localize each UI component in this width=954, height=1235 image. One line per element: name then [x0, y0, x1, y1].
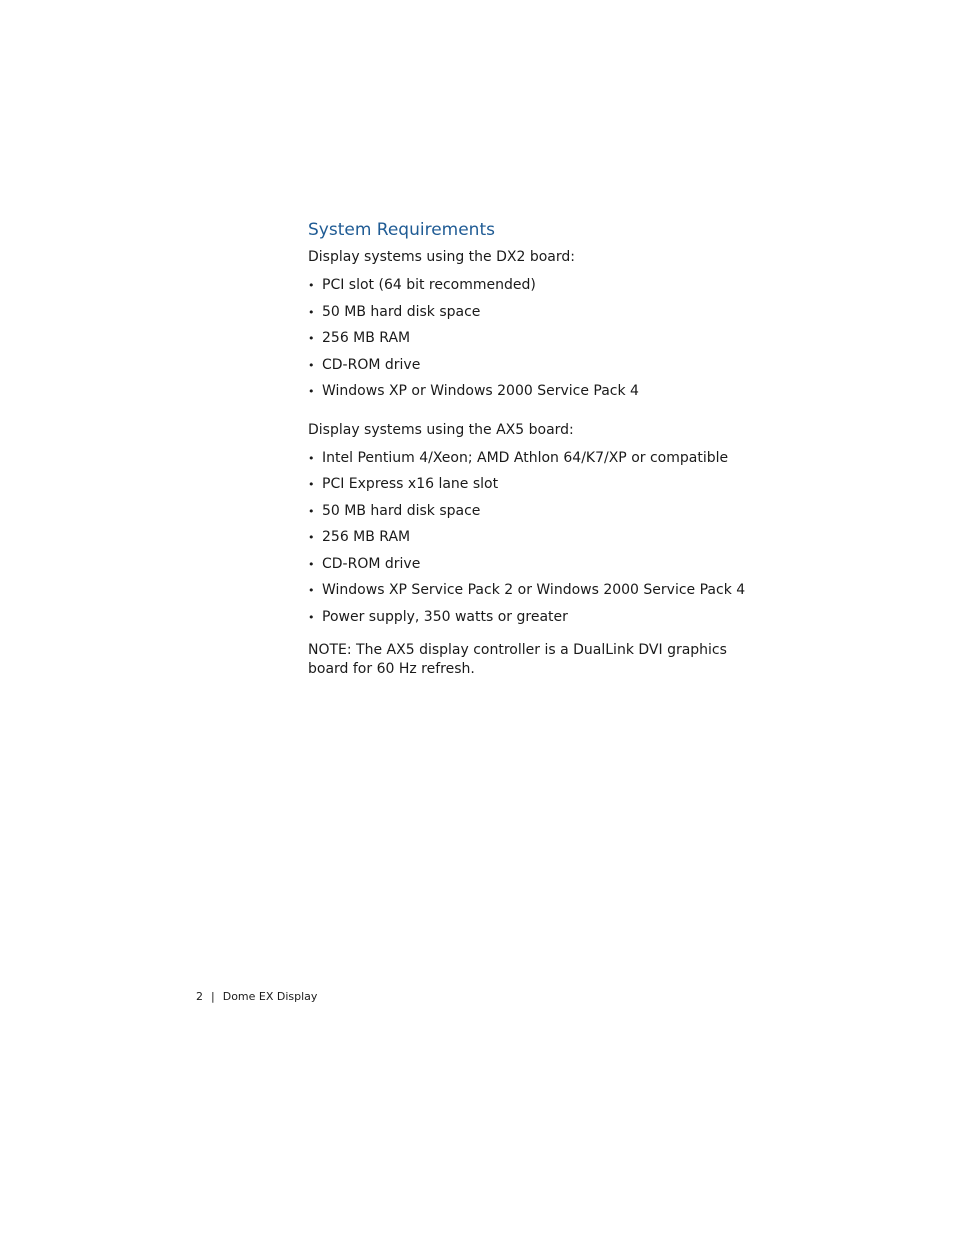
dx2-requirements-list — [308, 276, 768, 401]
list-item — [308, 608, 768, 627]
note-paragraph: NOTE: The AX5 display controller is a DualLink DVI graphics board for 60 Hz refresh. — [308, 641, 727, 677]
bullet-icon: • — [308, 451, 315, 465]
list-item — [308, 382, 768, 401]
page-number: 2 — [196, 990, 203, 1003]
list-item-text: Intel Pentium 4/Xeon; AMD Athlon 64/K7/XP or compatible — [322, 449, 729, 466]
bullet-icon: • — [308, 531, 315, 544]
page-content — [308, 218, 768, 679]
list-item — [308, 581, 768, 600]
ax5-intro: Display systems using the AX5 board: — [308, 421, 574, 438]
list-item — [308, 329, 768, 348]
list-item-text: 256 MB RAM — [322, 330, 411, 346]
list-item — [308, 449, 768, 468]
bullet-icon: • — [308, 358, 315, 372]
list-item-text: CD-ROM drive — [322, 356, 421, 373]
list-item-text: CD-ROM drive — [322, 555, 421, 572]
bullet-icon: • — [308, 385, 315, 398]
list-item — [308, 276, 768, 295]
section-heading: System Requirements — [308, 220, 495, 240]
bullet-icon: • — [308, 504, 315, 518]
footer-doc-title: Dome EX Display — [222, 990, 318, 1003]
footer-separator: | — [211, 990, 215, 1003]
list-item — [308, 475, 768, 494]
list-item-text: Windows XP Service Pack 2 or Windows 2000 Service Pack 4 — [322, 582, 746, 598]
list-item — [308, 303, 768, 322]
list-item-text: PCI Express x16 lane slot — [322, 476, 499, 492]
list-item — [308, 555, 768, 574]
bullet-icon: • — [308, 478, 315, 491]
list-item-text: 50 MB hard disk space — [322, 303, 481, 320]
list-item-text: PCI slot (64 bit recommended) — [322, 277, 536, 293]
section-spacer — [308, 409, 768, 421]
bullet-icon: • — [308, 610, 315, 624]
bullet-icon: • — [308, 332, 315, 345]
list-item-text: Windows XP or Windows 2000 Service Pack 4 — [322, 383, 639, 399]
list-item-text: 50 MB hard disk space — [322, 502, 481, 519]
ax5-requirements-list — [308, 449, 768, 627]
bullet-icon: • — [308, 557, 315, 571]
bullet-icon: • — [308, 279, 315, 292]
bullet-icon: • — [308, 305, 315, 319]
bullet-icon: • — [308, 584, 315, 597]
list-item — [308, 528, 768, 547]
list-item — [308, 502, 768, 521]
list-item-text: 256 MB RAM — [322, 529, 411, 545]
dx2-intro: Display systems using the DX2 board: — [308, 249, 575, 265]
list-item-text: Power supply, 350 watts or greater — [322, 608, 568, 625]
page-footer — [196, 989, 317, 1005]
list-item — [308, 356, 768, 375]
